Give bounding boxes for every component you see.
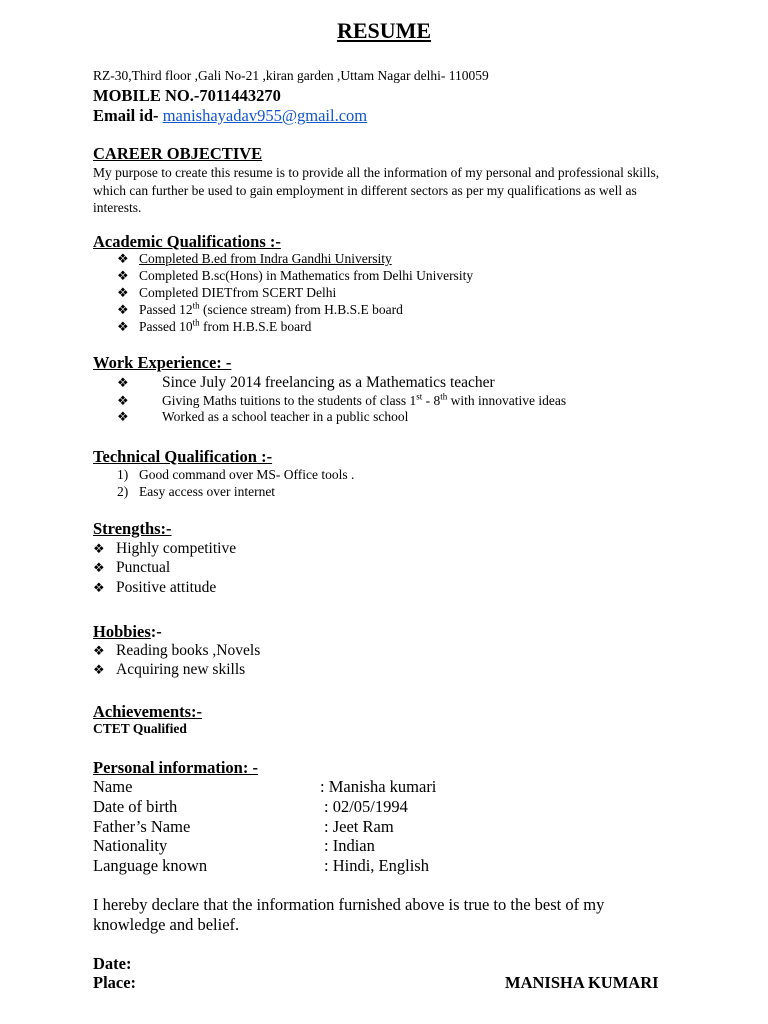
diamond-bullet-icon: ❖ <box>93 580 105 595</box>
list-item <box>117 285 337 301</box>
academic-item-text: Completed B.sc(Hons) in Mathematics from Delhi University <box>139 268 474 283</box>
strength-text: Highly competitive <box>116 540 237 557</box>
place-label: Place: <box>93 973 137 992</box>
diamond-bullet-icon: ❖ <box>117 409 129 424</box>
career-objective-heading: CAREER OBJECTIVE <box>93 144 263 163</box>
technical-item-text: Good command over MS- Office tools . <box>139 467 355 482</box>
personal-info-value: : Hindi, English <box>324 856 429 875</box>
personal-info-heading: Personal information: - <box>93 758 258 777</box>
diamond-bullet-icon: ❖ <box>117 268 129 283</box>
diamond-bullet-icon: ❖ <box>93 560 105 575</box>
career-objective-text: My purpose to create this resume is to provide all the information of my personal and professional skills, which can further be used to gain employment in different sectors as per my qualifications as well as interests. <box>93 165 660 215</box>
list-item <box>117 251 392 267</box>
hobby-text: Reading books ,Novels <box>116 642 261 659</box>
technical-item-text: Easy access over internet <box>139 484 276 499</box>
list-item <box>117 300 403 318</box>
achievements-heading: Achievements:- <box>93 702 203 721</box>
diamond-bullet-icon: ❖ <box>93 662 105 677</box>
work-item-text: Worked as a school teacher in a public school <box>162 409 409 424</box>
diamond-bullet-icon: ❖ <box>117 302 129 317</box>
personal-info-value: : Manisha kumari <box>320 777 437 796</box>
email-label: Email id- <box>93 106 163 125</box>
list-item <box>93 579 217 597</box>
academic-item-text: Completed DIETfrom SCERT Delhi <box>139 285 337 300</box>
diamond-bullet-icon: ❖ <box>117 251 129 266</box>
list-item <box>93 559 171 577</box>
personal-info-label: Father’s Name <box>93 817 191 836</box>
list-item <box>117 268 474 284</box>
list-item <box>93 540 237 558</box>
list-item <box>117 409 409 425</box>
diamond-bullet-icon: ❖ <box>117 319 129 334</box>
date-label: Date: <box>93 954 132 973</box>
list-number: 2) <box>117 484 129 499</box>
diamond-bullet-icon: ❖ <box>117 393 129 408</box>
email-line <box>93 106 367 126</box>
diamond-bullet-icon: ❖ <box>117 285 129 300</box>
strength-text: Positive attitude <box>116 579 217 596</box>
list-item <box>93 661 246 679</box>
work-item-text: Since July 2014 freelancing as a Mathematics teacher <box>162 374 495 391</box>
achievement-text: CTET Qualified <box>93 721 187 736</box>
diamond-bullet-icon: ❖ <box>93 643 105 658</box>
personal-info-value: : 02/05/1994 <box>324 797 408 816</box>
declaration-text: I hereby declare that the information furnished above is true to the best of my knowledge and belief. <box>93 895 605 934</box>
signature-name: MANISHA KUMARI <box>505 973 659 992</box>
academic-item-text: Passed 10th from H.B.S.E board <box>139 317 312 334</box>
list-item <box>117 391 567 409</box>
list-item <box>93 642 261 660</box>
diamond-bullet-icon: ❖ <box>93 541 105 556</box>
strengths-heading: Strengths:- <box>93 519 172 538</box>
mobile-number: MOBILE NO.-7011443270 <box>93 86 281 105</box>
hobby-text: Acquiring new skills <box>116 661 246 678</box>
personal-info-value: : Jeet Ram <box>324 817 394 836</box>
personal-info-label: Date of birth <box>93 797 178 816</box>
academic-item-text: Completed B.ed from Indra Gandhi University <box>139 251 392 266</box>
address: RZ-30,Third floor ,Gali No-21 ,kiran garden ,Uttam Nagar delhi- 110059 <box>93 68 489 83</box>
list-number: 1) <box>117 467 129 482</box>
personal-info-label: Name <box>93 777 133 796</box>
page-title: RESUME <box>336 18 432 43</box>
academic-item-text: Passed 12th (science stream) from H.B.S.E board <box>139 300 403 317</box>
academic-heading: Academic Qualifications :- <box>93 232 281 251</box>
strength-text: Punctual <box>116 559 171 576</box>
personal-info-label: Language known <box>93 856 208 875</box>
technical-heading: Technical Qualification :- <box>93 447 273 466</box>
diamond-bullet-icon: ❖ <box>117 375 129 390</box>
hobbies-heading: Hobbies:- <box>93 622 162 641</box>
email-link[interactable]: manishayadav955@gmail.com <box>162 106 368 125</box>
personal-info-label: Nationality <box>93 836 168 855</box>
personal-info-value: : Indian <box>324 836 375 855</box>
work-item-text: Giving Maths tuitions to the students of class 1st - 8th with innovative ideas <box>162 391 567 408</box>
list-item <box>117 317 312 335</box>
work-experience-heading: Work Experience: - <box>93 353 232 372</box>
list-item <box>117 484 276 500</box>
list-item <box>117 467 355 483</box>
list-item <box>117 374 495 392</box>
